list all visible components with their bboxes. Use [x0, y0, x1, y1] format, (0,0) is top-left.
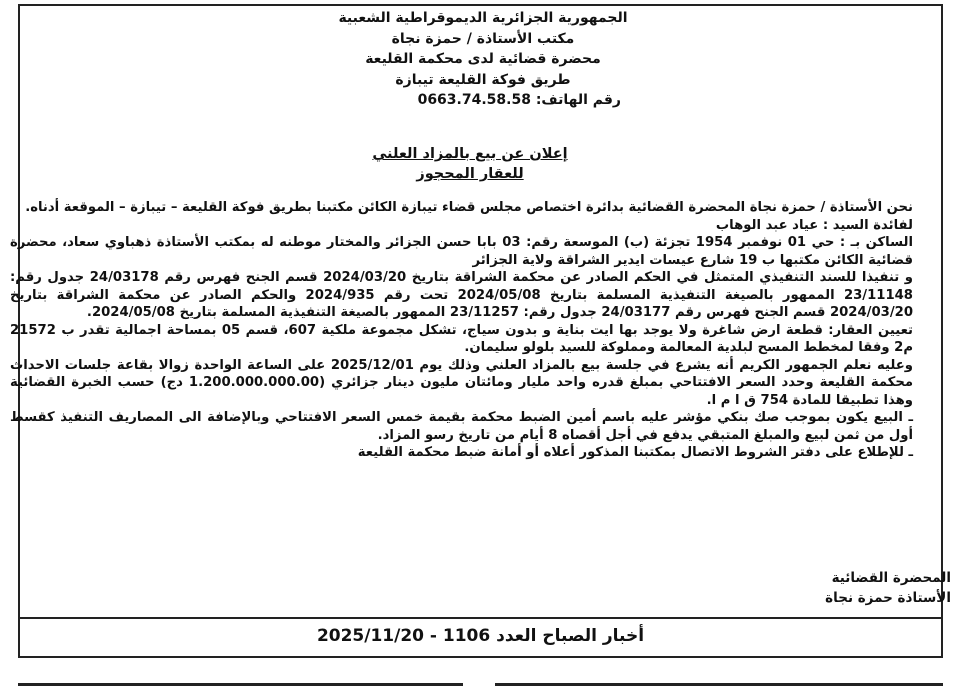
- office-name: مكتب الأستاذة / حمزة نجاة: [391, 30, 575, 47]
- signature-block: [731, 568, 951, 608]
- signature-role: المحضرة القضائية: [831, 570, 951, 586]
- title-line-2: للعقار المحجوز: [416, 166, 524, 182]
- newspaper-footer: أخبار الصباح العدد 1106 - 2025/11/20: [316, 626, 645, 646]
- paragraph-payment: ـ البيع يكون بموجب صك بنكي مؤشر عليه باسم أمين الضبط محكمة بقيمة خمس السعر الافتتاحي وبالإضافة الى المصاريف التنفيذ كقسط أول من ثمن لبيع والمبلغ المتبقي يدفع في أجل أقصاه 8 أيام من تاريخ رسو المزاد.: [10, 410, 913, 443]
- paragraph-property: تعيين العقار: قطعة ارض شاغرة ولا يوجد بها ايت بناية و بدون سياج، تشكل مجموعة ملكية 607، قسم 05 بمساحة اجمالية تقدر ب 21572 م2 وفقا لمخطط المسح لبلدية المعالمة ومملوكة للسيد بلولو سليمان.: [10, 322, 913, 355]
- office-phone: رقم الهاتف: 0663.74.58.58: [417, 92, 621, 108]
- paragraph-intro: نحن الأستاذة / حمزة نجاة المحضرة القضائية بدائرة اختصاص مجلس قضاء تيبازة الكائن مكتبنا بطريق فوكة القليعة – تيبازة – الموقعة أدناه.: [25, 200, 913, 215]
- signature-name: الأستاذة حمزة نجاة: [825, 590, 951, 606]
- notice-title: [250, 144, 690, 184]
- paragraph-residence: الساكن بـ : حي 01 نوفمبر 1954 تجزئة (ب) الموسعة رقم: 03 بابا حسن الجزائر والمختار موطنه له بمكتب الأستاذة ذهباوي سعاد، محضرة قضائية الكائن مكتبها ب 19 شارع عيسات ايدير الشراقة ولاية الجزائر: [10, 235, 914, 268]
- bottom-rule-left: [18, 683, 463, 686]
- republic-line: الجمهورية الجزائرية الديموقراطية الشعبية: [338, 10, 628, 26]
- notice-body: [10, 199, 913, 462]
- footer-divider: [18, 617, 943, 619]
- paragraph-enforcement: و تنفيذا للسند التنفيذي المتمثل في الحكم الصادر عن محكمة الشراقة بتاريخ 2024/03/20 قسم الجنح فهرس رقم 24/03178 جدول رقم: 23/11148 الممهور بالصيغة التنفيذية المسلمة بتاريخ 2024/05/08 تحت رقم 2024/935 والحكم الصادر عن محكمة الشراقة بتاريخ 2024/03/20 قسم الجنح فهرس رقم 24/03177 جدول رقم: 23/11257 الممهور بالصيغة التنفيذية المسلمة بتاريخ 2024/05/08.: [10, 270, 913, 320]
- paragraph-auction: وعليه نعلم الجمهور الكريم أنه يشرع في جلسة بيع بالمزاد العلني وذلك يوم 2025/12/01 على الساعة الواحدة زوالا بقاعة جلسات الاحداث محكمة القليعة وحدد السعر الافتتاحي بمبلغ قدره واحد مليار ومائتان مليون دينار جزائري (1.200.000.000.00 دج) حسب الخبرة القضائية وهذا تطبيقا للمادة 754 ق ا م ا.: [10, 357, 914, 408]
- paragraph-conditions: ـ للإطلاع على دفتر الشروط الاتصال بمكتبنا المذكور أعلاه أو أمانة ضبط محكمة القليعة: [357, 445, 913, 460]
- office-header: [333, 8, 633, 111]
- office-role: محضرة قضائية لدى محكمة القليعة: [365, 51, 601, 67]
- paragraph-beneficiary: لفائدة السيد : عياد عبد الوهاب: [715, 217, 913, 233]
- office-address: طريق فوكة القليعة تيبازة: [395, 71, 571, 88]
- title-line-1: إعلان عن بيع بالمزاد العلني: [372, 146, 568, 162]
- bottom-rule-right: [495, 683, 943, 686]
